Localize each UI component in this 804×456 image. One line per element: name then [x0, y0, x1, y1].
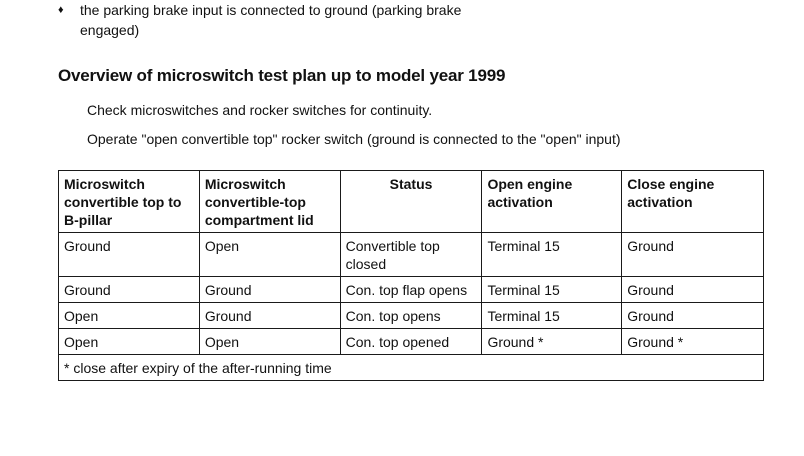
table-cell: Ground	[59, 277, 200, 303]
test-plan-table	[58, 170, 764, 381]
table-cell: Open	[199, 329, 340, 355]
instruction-rocker-switch: Operate "open convertible top" rocker switch (ground is connected to the "open" input)	[87, 131, 621, 147]
section-heading: Overview of microswitch test plan up to model year 1999	[58, 66, 506, 85]
table-footnote-row	[59, 355, 764, 381]
table-row	[59, 233, 764, 277]
table-cell: Terminal 15	[482, 277, 622, 303]
table-cell: Con. top opens	[340, 303, 482, 329]
table-cell: Ground	[622, 303, 764, 329]
table-cell: Con. top opened	[340, 329, 482, 355]
table-cell: Ground	[59, 233, 200, 277]
header-close-engine: Close engine activation	[622, 171, 764, 233]
table-cell: Ground *	[622, 329, 764, 355]
table-cell: Open	[199, 233, 340, 277]
table-row	[59, 303, 764, 329]
table-cell: Terminal 15	[482, 233, 622, 277]
table-cell: Ground	[199, 303, 340, 329]
table-cell: Convertible top closed	[340, 233, 482, 277]
header-open-engine: Open engine activation	[482, 171, 622, 233]
table-cell: Con. top flap opens	[340, 277, 482, 303]
header-microswitch-lid: Microswitch convertible-top compartment lid	[199, 171, 340, 233]
table-footnote: * close after expiry of the after-running time	[59, 355, 764, 381]
table-cell: Ground	[622, 233, 764, 277]
table-row	[59, 329, 764, 355]
table-cell: Open	[59, 303, 200, 329]
table-cell: Ground	[199, 277, 340, 303]
table-cell: Terminal 15	[482, 303, 622, 329]
table-row	[59, 277, 764, 303]
bullet-text: the parking brake input is connected to ground (parking brake engaged)	[80, 2, 462, 38]
table-cell: Open	[59, 329, 200, 355]
table-cell: Ground *	[482, 329, 622, 355]
table-header-row	[59, 171, 764, 233]
table-cell: Ground	[622, 277, 764, 303]
header-microswitch-b-pillar: Microswitch convertible top to B-pillar	[59, 171, 200, 233]
instruction-continuity: Check microswitches and rocker switches for continuity.	[87, 102, 433, 118]
bullet-item	[58, 0, 498, 40]
diamond-bullet-icon: ♦	[58, 4, 64, 16]
header-status: Status	[340, 171, 482, 233]
